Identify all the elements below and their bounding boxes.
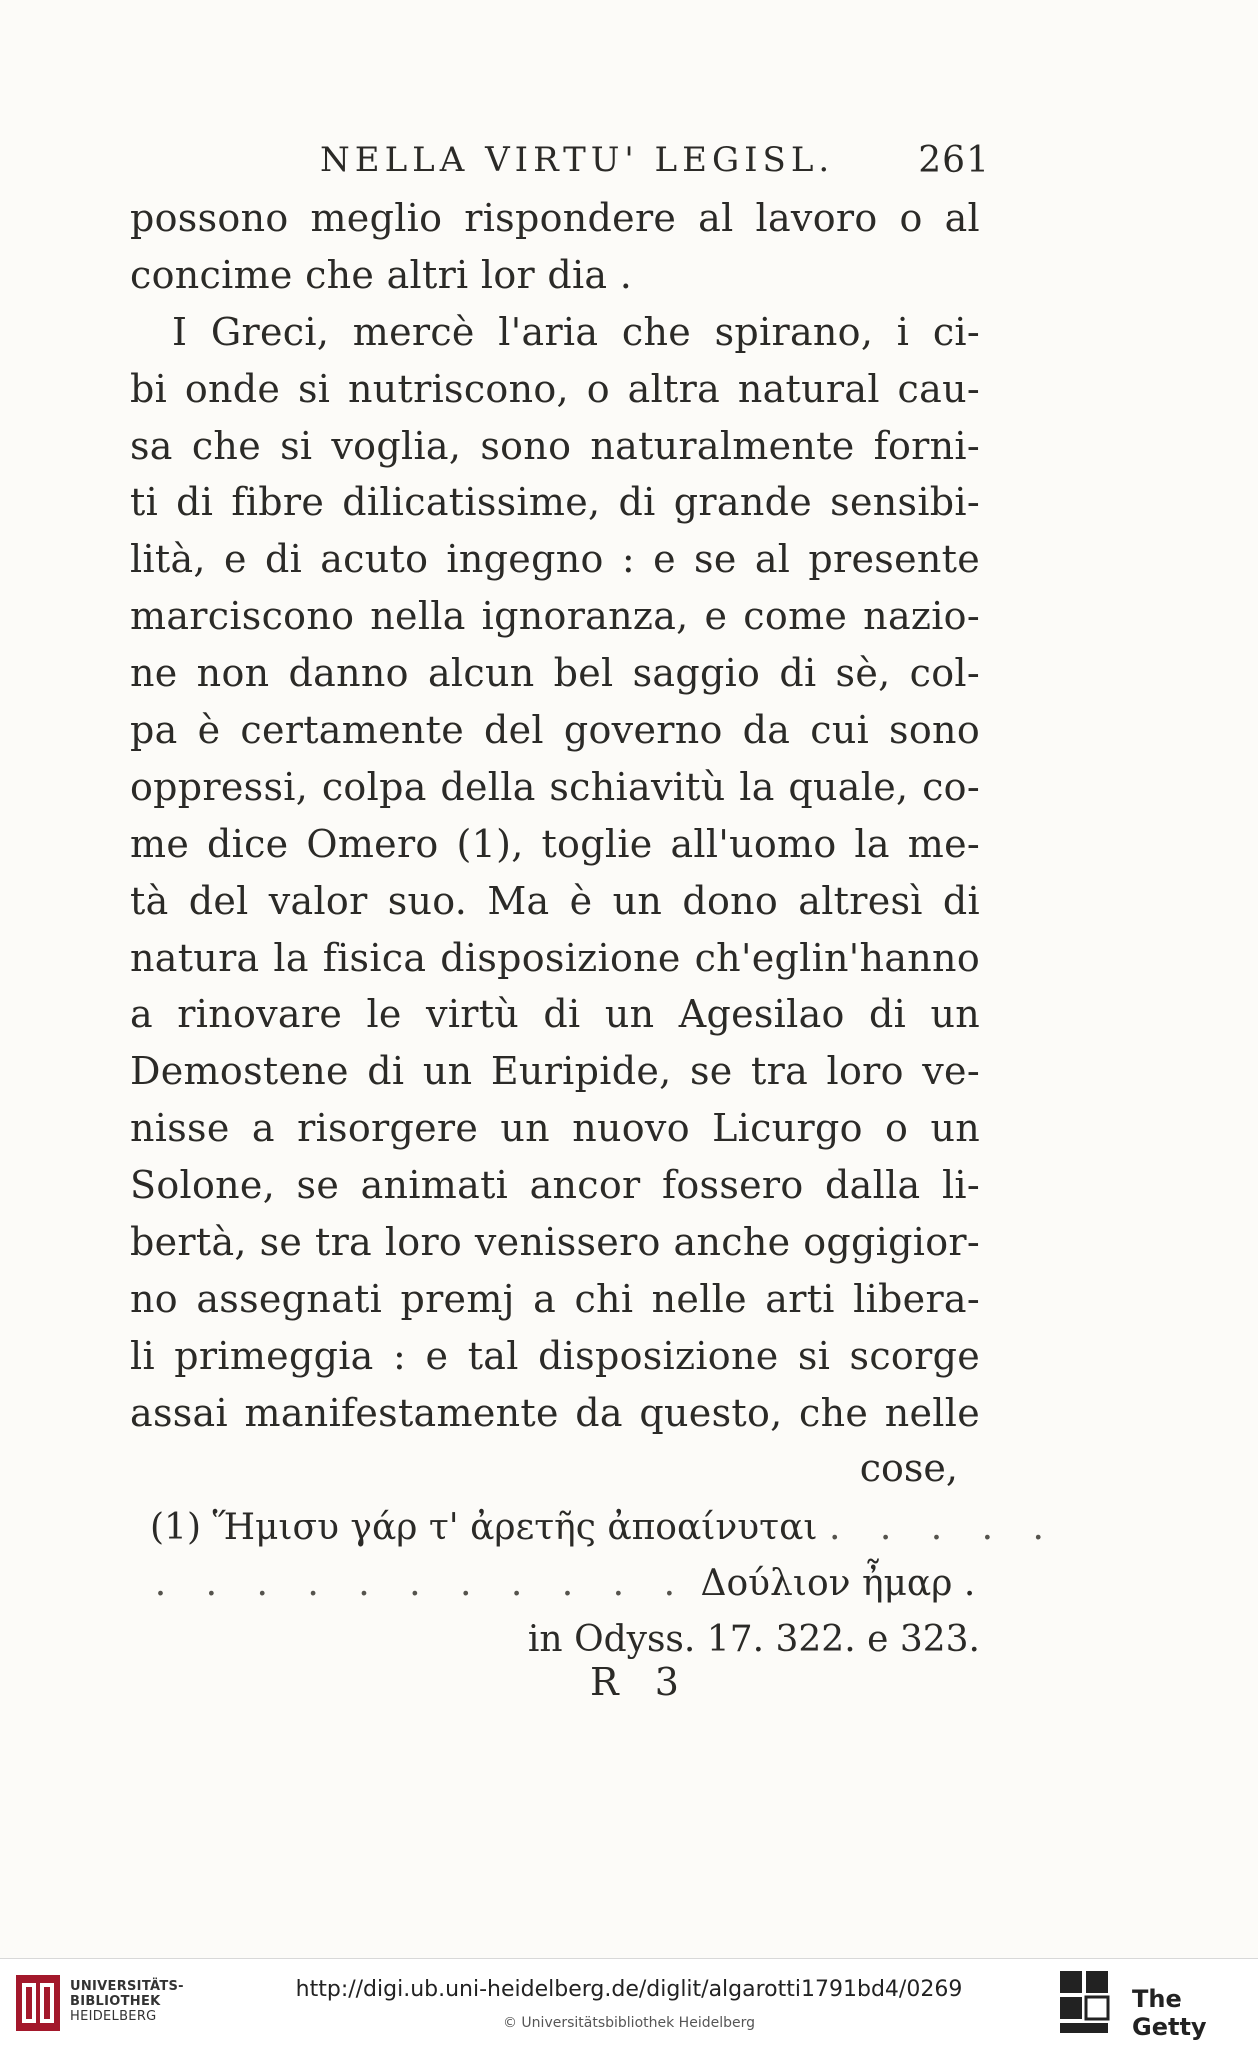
text-line: tà del valor suo. Ma è un dono altresì di (130, 878, 980, 923)
text-line: I Greci, mercè l'aria che spirano, i ci- (172, 309, 980, 354)
text-line: bertà, se tra loro venissero anche oggigior- (130, 1220, 980, 1265)
text-line: Solone, se animati ancor fossero dalla li- (130, 1163, 980, 1208)
running-title: NELLA VIRTU' LEGISL. (320, 140, 835, 180)
text-line: natura la fisica disposizione ch'eglin'hanno (130, 935, 980, 980)
text-line: oppressi, colpa della schiavitù la quale, co- (130, 764, 980, 809)
text-line: ne non danno alcun bel saggio di sè, col- (130, 651, 980, 696)
text-line: marciscono nella ignoranza, e come nazio- (130, 594, 980, 639)
footnote-line-2 (150, 1556, 980, 1612)
text-line: lità, e di acuto ingegno : e se al presente (130, 537, 980, 582)
getty-name: The Getty (1132, 1985, 1207, 2041)
text-line: a rinovare le virtù di un Agesilao di un (130, 992, 980, 1037)
text-line: Demostene di un Euripide, se tra loro ve- (130, 1049, 980, 1094)
copyright-notice: © Universitätsbibliothek Heidelberg (502, 2015, 755, 2031)
text-line: sa che si voglia, sono naturalmente forni- (130, 423, 980, 468)
page-number: 261 (918, 140, 990, 181)
text-line: bi onde si nutriscono, o altra natural cau- (130, 366, 980, 411)
signature-mark: R 3 (590, 1660, 691, 1704)
text-line: possono meglio rispondere al lavoro o al (130, 196, 980, 240)
footnote-ellipsis: . . . . . . . . . . . (154, 1563, 690, 1604)
running-header (320, 140, 990, 190)
footnote-greek-verse: (1) Ἥμισυ γάρ τ' ἀρετῆς ἀποαίνυται (150, 1507, 818, 1548)
text-line: pa è certamente del governo da cui sono (130, 708, 980, 753)
text-line: me dice Omero (1), toglie all'uomo la me- (130, 821, 980, 866)
getty-logo-icon (1058, 1969, 1110, 2037)
text-line: concime che altri lor dia . (130, 252, 633, 297)
text-line: ti di fibre dilicatissime, di grande sensibi- (130, 480, 980, 525)
text-line: assai manifestamente da questo, che nelle (130, 1390, 980, 1435)
library-name: UNIVERSITÄTS- BIBLIOTHEK HEIDELBERG (70, 1979, 184, 2024)
text-line: no assegnati premj a chi nelle arti libera- (130, 1276, 980, 1321)
viewer-footer (0, 1958, 1258, 2048)
footnote (150, 1500, 1058, 1668)
footnote-ellipsis: . . . . . (828, 1507, 1058, 1548)
text-line: nisse a risorgere un nuovo Licurgo o un (130, 1106, 980, 1151)
footnote-greek-verse: Δούλιον ἦμαρ . (700, 1563, 976, 1604)
text-line: li primeggia : e tal disposizione si scorge (130, 1333, 980, 1378)
body-text (130, 190, 980, 1442)
catchword: cose, (859, 1446, 958, 1490)
footnote-citation: in Odyss. 17. 322. e 323. (527, 1619, 980, 1660)
permalink[interactable]: http://digi.ub.uni-heidelberg.de/diglit/algarotti1791bd4/0269 (295, 1977, 963, 2002)
footnote-line-1 (150, 1500, 1058, 1556)
